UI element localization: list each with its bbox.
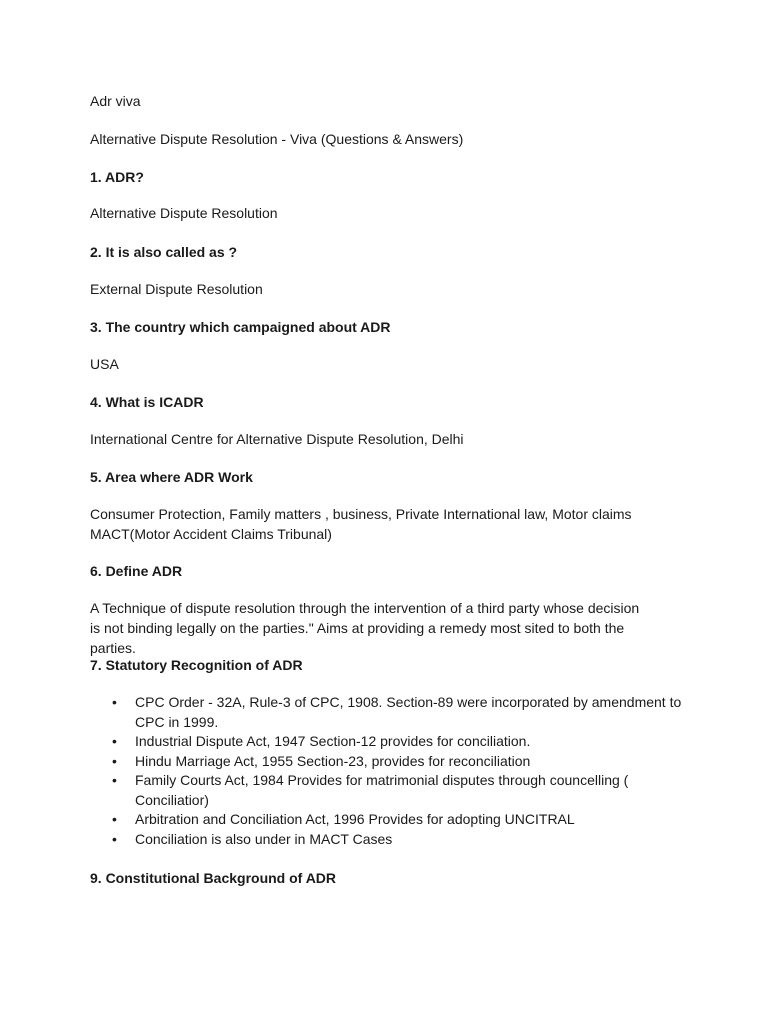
list-item [90, 830, 690, 850]
bullet-icon: • [112, 811, 117, 827]
list-item-text: Family Courts Act, 1984 Provides for matrimonial disputes through councelling ( Conciliatior) [135, 772, 629, 808]
list-item [90, 771, 690, 810]
question-7: 7. Statutory Recognition of ADR [90, 657, 303, 673]
answer-1: Alternative Dispute Resolution [90, 205, 278, 221]
list-item-text: Arbitration and Conciliation Act, 1996 Provides for adopting UNCITRAL [135, 811, 575, 827]
question-3: 3. The country which campaigned about ADR [90, 319, 391, 335]
bullet-icon: • [112, 830, 117, 847]
bullet-icon: • [112, 733, 117, 749]
doc-subtitle: Alternative Dispute Resolution - Viva (Questions & Answers) [90, 131, 464, 147]
answer-4: International Centre for Alternative Dispute Resolution, Delhi [90, 431, 464, 447]
list-item [90, 732, 690, 752]
question-1: 1. ADR? [90, 169, 144, 185]
question-9: 9. Constitutional Background of ADR [90, 870, 337, 886]
bullet-icon: • [112, 752, 117, 769]
list-item-text: CPC Order - 32A, Rule-3 of CPC, 1908. Section-89 were incorporated by amendment to CPC in 1999. [135, 694, 682, 730]
list-item-text: Hindu Marriage Act, 1955 Section-23, provides for reconciliation [135, 752, 531, 769]
question-4: 4. What is ICADR [90, 394, 204, 410]
answer-3: USA [90, 356, 119, 372]
answer-6: A Technique of dispute resolution through the intervention of a third party whose decision is not binding legally on the parties." Aims at providing a remedy most sited to both the parties. [90, 600, 640, 656]
answer-2: External Dispute Resolution [90, 281, 263, 297]
list-item [90, 693, 690, 732]
statutory-list [90, 693, 690, 849]
list-item-text: Industrial Dispute Act, 1947 Section-12 provides for conciliation. [135, 733, 531, 749]
answer-5: Consumer Protection, Family matters , business, Private International law, Motor claims MACT(Motor Accident Claims Tribunal) [90, 506, 632, 542]
question-6: 6. Define ADR [90, 563, 183, 579]
bullet-icon: • [112, 772, 117, 788]
doc-title: Adr viva [90, 93, 141, 109]
list-item [90, 752, 690, 772]
bullet-icon: • [112, 694, 117, 710]
question-2: 2. It is also called as ? [90, 244, 238, 260]
list-item-text: Conciliation is also under in MACT Cases [135, 830, 393, 847]
question-5: 5. Area where ADR Work [90, 469, 253, 485]
list-item [90, 810, 690, 830]
